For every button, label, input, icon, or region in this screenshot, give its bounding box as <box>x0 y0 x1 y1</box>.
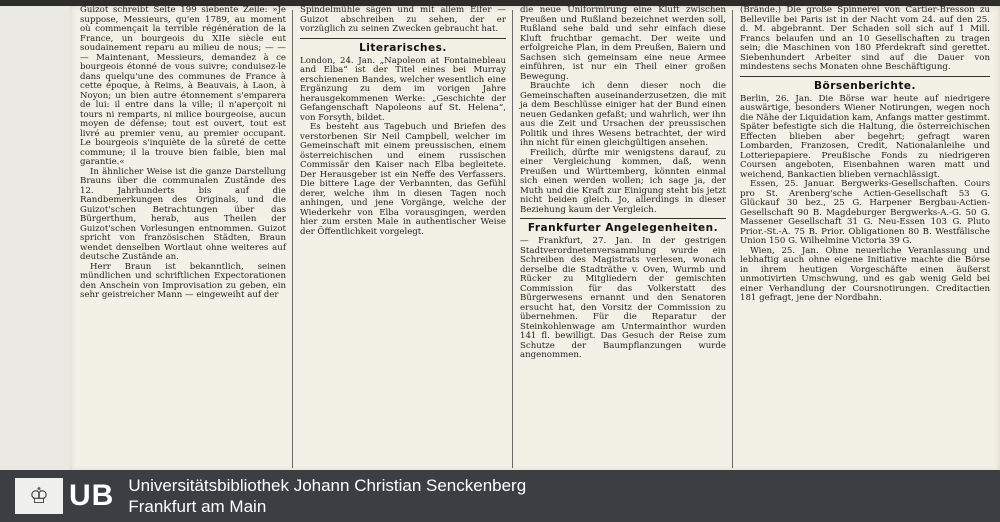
section-heading-literarisches: Literarisches. <box>359 41 447 54</box>
column-rule <box>292 10 293 468</box>
berlin-report: Berlin, 26. Jan. Die Börse war heute auf niedrigere auswärtige, besonders Wiener Notirungen, wegen noch die Nähe der Liquidation kam, Anfangs matter gestimmt. Später befestigte sich die Haltung, die österreichischen Effecten blieben aber begehrt; gefragt waren Lombarden, Franzosen, Credit, Nationalanleihe und Lotteriepapiere. Preußische Fonds zu niedrigeren Coursen angeboten, Eisenbahnen waren matt und weichend, Bankactien blieben vernachlässigt. <box>740 93 990 180</box>
institution-line-1: Universitätsbibliothek Johann Christian Senckenberg <box>128 476 527 495</box>
fire-article: (Brände.) Die große Spinnerei von Cartier-Bresson zu Belleville bei Paris ist in der Nacht vom 24. auf den 25. d. M. abgebrannt. Der Schaden soll sich auf 1 Mill. Francs belaufen und an 10 Gesellschaften zu tragen sein; die Maschinen von 180 Pferdekraft sind gerettet. Siebenhundert Arbeiter sind auf die Dauer von mindestens sechs Monaten ohne Beschäftigung. <box>740 6 990 72</box>
guizot-quote: Guizot schreibt Seite 199 siebente Zeile: »Je suppose, Messieurs, qu'en 1789, au moment où commençait la terrible régénération de la France, un bourgeois du XIIe siècle eut soudainement reparu au milieu de nous; — — — Maintenant, Messieurs, demandez à ce bourgeois étonné de vous suivre; conduisez-le dans quelqu'une des communes de France à cette époque, à Reims, à Beauvais, à Laon, à Noyon; un bien autre étonnement s'emparera de lui: il entre dans la ville; il n'aperçoit ni tours ni remparts, ni milice bourgeoise, aucun moyen de défense; tout est ouvert, tout est livré au premier venu, au premier occupant. Le bourgeois s'inquiète de la sûreté de cette commune; il la trouve bien faible, bien mal garantie.« <box>80 6 286 167</box>
section-divider <box>520 218 726 219</box>
campbell-article: Es besteht aus Tagebuch und Briefen des verstorbenen Sir Neil Campbell, welcher im Gemeinschaft mit einem preussischen, einem österreichischen und einem russischen Commissär den Kaiser nach Elba begleitete. Der Herausgeber ist ein Neffe des Verfassers. Die bittere Lage der Verbannten, das Gefühl derer, welche ihm in diesen Tagen noch anhingen, und jene Vorgänge, welche der Wiederkehr von Elba vorausgingen, werden hier zum ersten Male in authentischer Weise der Öffentlichkeit vorgelegt. <box>300 122 506 237</box>
london-article: London, 24. Jan. „Napoleon at Fontainebleau and Elba“ ist der Titel eines bei Murray erschienenen Bandes, welcher wesentlich eine Ergänzung zu dem im vorigen Jahre herausgekommenen Werke: „Geschichte der Gefangenschaft Napoleons auf St. Helena“, von Forsyth, bildet. <box>300 55 506 123</box>
institution-name <box>128 475 526 517</box>
column-4 <box>736 6 994 472</box>
column-rule <box>732 10 733 468</box>
politics-paragraph: Brauchte ich denn dieser noch die Gemeinschaften auseinanderzusetzen, die mit ja dem Beschlüsse einiger hat der Bund einen neuen Gedanken gefaßt; und wahrlich, wer ihn aus die Zeit und Ursachen der preussischen Politik und ihres Wesens betrachtet, der wird ihn nicht für einen gleichgültigen ansehen. <box>520 81 726 148</box>
column-2-intro: Spindelmühle sägen und mit allem Eifer — Guizot abschreiben zu sehen, der er vorzüglich zu seinen Zwecken gebraucht hat. <box>300 6 506 34</box>
column-2 <box>296 6 510 472</box>
section-heading-boersenberichte: Börsenberichte. <box>814 79 916 92</box>
portrait-icon: ♔ <box>15 478 63 514</box>
column-3 <box>516 6 730 472</box>
braun-comparison: In ähnlicher Weise ist die ganze Darstellung Brauns über die communalen Zustände des 12. Jahrhunderts bis auf die Randbemerkungen des Originals, und die Guizot'schen Betrachtungen über das Bürgerthum, herab, aus Theilen der Guizot'schen Vorlesungen entnommen. Guizot spricht von französischen Städten, Braun wendet denselben Wortlaut ohne weiteres auf deutsche Zustände an. <box>80 166 286 262</box>
column-rule <box>512 10 513 468</box>
section-divider <box>740 76 990 77</box>
ub-logo[interactable] <box>15 478 114 514</box>
essen-report: Essen, 25. Januar. Bergwerks-Gesellschaften. Cours pro St. Arenberg'sche Actien-Gesellschaft 53 G. Glückauf 30 bez., 25 G. Harpener Bergbau-Actien-Gesellschaft 90 B. Magdeburger Bergwerks-A.-G. 50 G. Massener Gesellschaft 31 G. Neu-Essen 103 G. Pluto Prior.-St.-A. 75 B. Prior. Obligationen 80 B. Westfälische Union 150 G. Wilhelmine Victoria 39 G. <box>740 179 990 246</box>
uniform-article: die neue Uniformirung eine Kluft zwischen Preußen und Rußland bezeichnet werden soll, Rußland sehe bald und sehr einfach diese Kluft fruchtbar gemacht. Der weite und erfolgreiche Plan, in dem Preußen, Baiern und Sachsen sich gemeinsam eine neue Armee einführen, ist nur ein Theil einer großen Bewegung. <box>520 6 726 82</box>
frankfurt-article: — Frankfurt, 27. Jan. In der gestrigen Stadtverordnetenversammlung wurde ein Schreiben des Magistrats verlesen, wonach derselbe die Stadträthe v. Oven, Wurmb und Rücker zu Mitgliedern der gemischten Commission für das Volkerstatt des Bürgerwesens ernannt und den Senatoren ersucht hat, den Vorsitz der Commission zu übernehmen. Für die Reparatur der Steinkohlenwage am Untermainthor wurden 141 fl. bewilligt. Das Gesuch der Reise zum Schutze der Baumpflanzungen wurde angenommen. <box>520 236 726 360</box>
newspaper-page <box>70 6 1000 472</box>
column-1 <box>76 6 290 472</box>
section-heading-frankfurter: Frankfurter Angelegenheiten. <box>527 222 719 234</box>
wien-report: Wien, 25. Jan. Ohne neuerliche Veranlassung und lebhaftig auch ohne eigene Initiative machte die Börse in ihrem heutigen Vorgeschäfte einen äußerst unmotivirten Umschwung, und es gab wenig Geld bei einer Verhandlung der Coursnotirungen. Creditactien 181 gefragt, jene der Nordbahn. <box>740 245 990 303</box>
institution-line-2: Frankfurt am Main <box>128 497 267 516</box>
ub-logo-text: UB <box>69 479 115 512</box>
comparison-paragraph: Freilich, dürfte mir wenigstens darauf, zu einer Vergleichung kommen, daß, wenn Preußen und Württemberg, könnten einmal sich einen werden wollen; ich sage ja, der Muth und die Kraft zur Einigung steht bis jetzt nicht beiden gleich. Jo, allerdings in dieser Beziehung kaum der Vergleich. <box>520 147 726 215</box>
library-footer <box>0 470 1000 522</box>
section-divider <box>300 38 506 39</box>
braun-paragraph: Herr Braun ist bekanntlich, seinen mündlichen und schriftlichen Expectorationen den Anschein von Improvisation zu geben, ein sehr geistreicher Mann — eingeweiht auf der <box>80 261 286 300</box>
